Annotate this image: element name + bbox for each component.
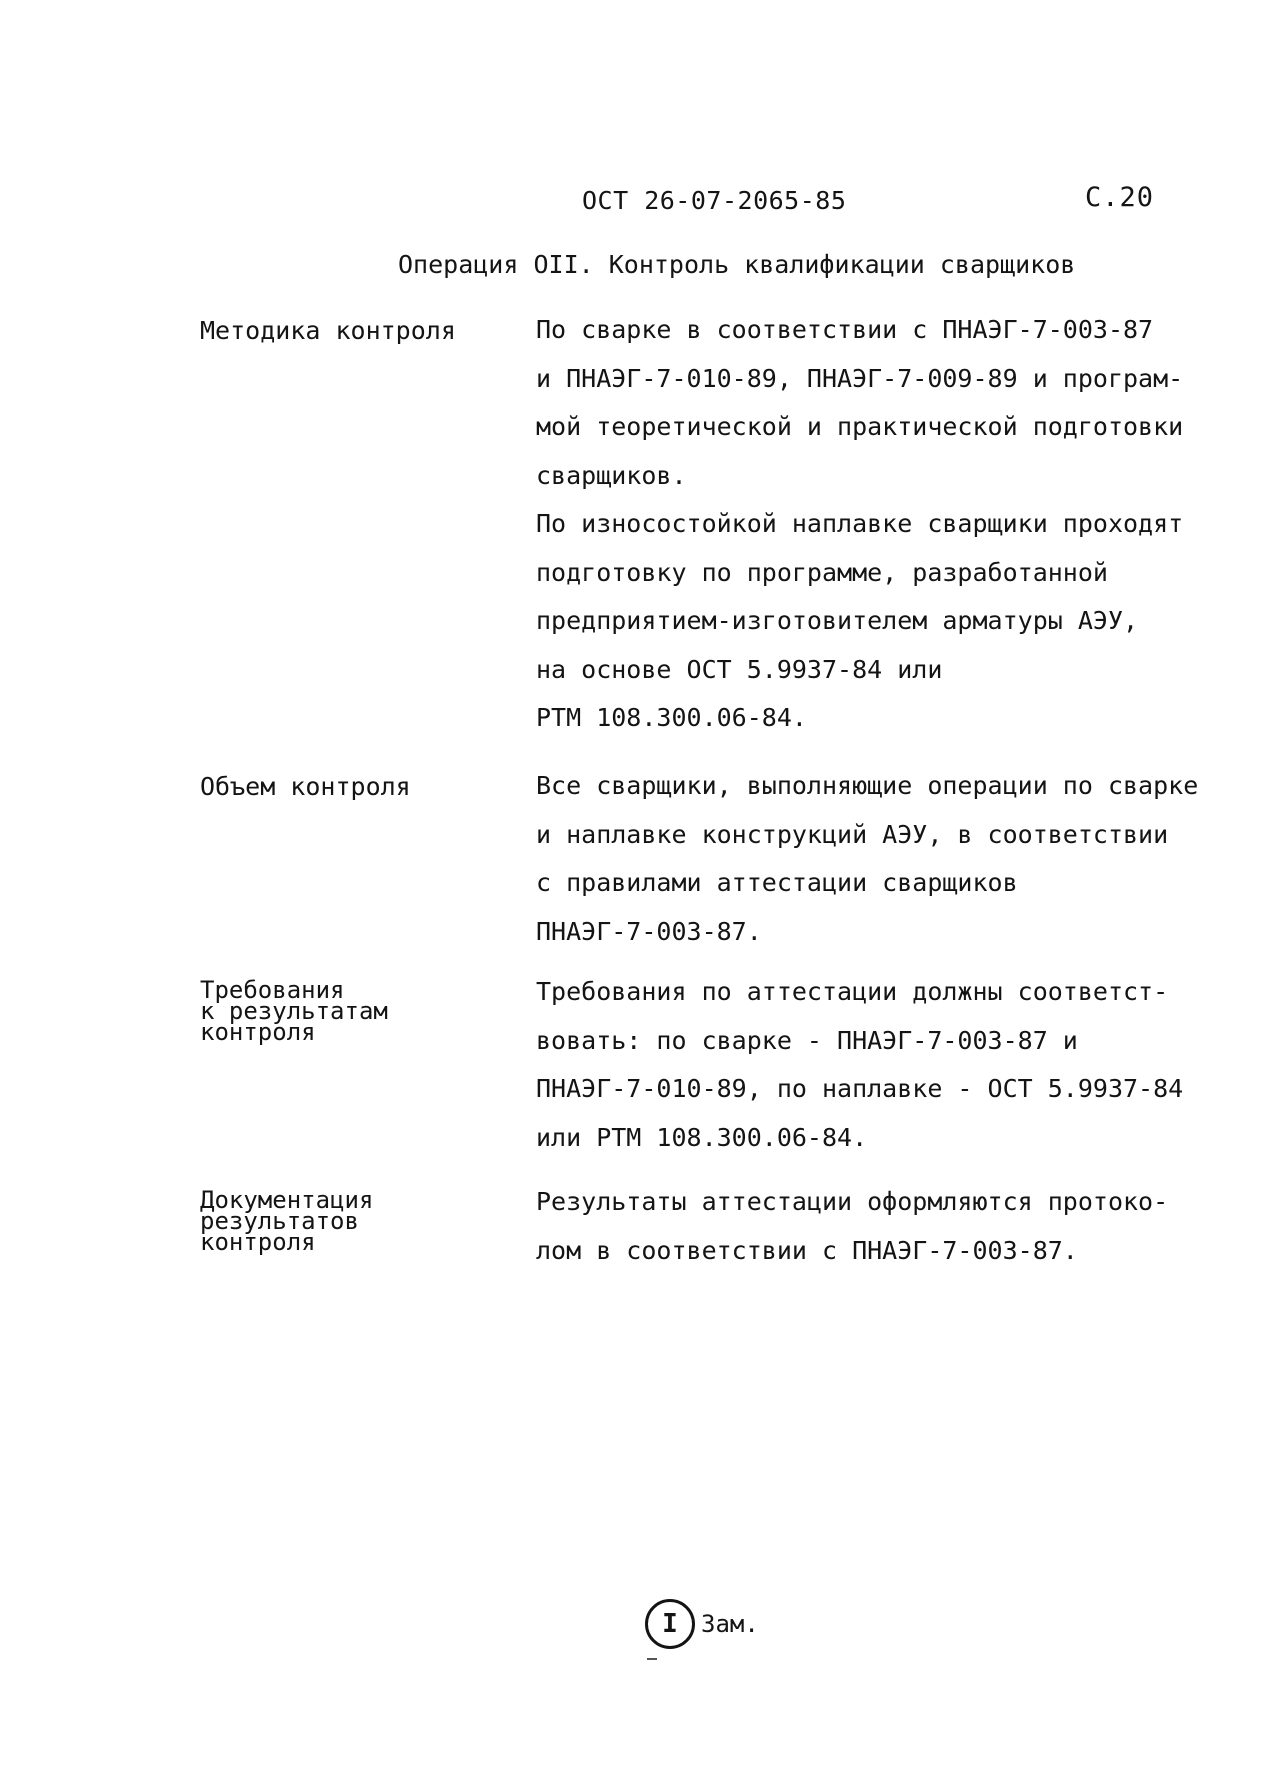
label-line: контроля [200, 1228, 316, 1256]
revision-mark [645, 1596, 759, 1652]
section-label-documentation [200, 1186, 374, 1256]
body-line: или РТМ 108.300.06-84. [536, 1122, 868, 1152]
label-line: Документация [200, 1186, 374, 1214]
revision-number: I [662, 1609, 678, 1639]
revision-circle [645, 1599, 695, 1649]
section-body-requirements [536, 968, 1236, 1162]
body-line: и ПНАЭГ-7-010-89, ПНАЭГ-7-009-89 и програм- [536, 363, 1184, 393]
body-line: По износостойкой наплавке сварщики проходят [536, 509, 1184, 538]
label-line: Методика контроля [200, 316, 456, 345]
section-label-method [200, 316, 456, 346]
body-line: лом в соответствии с ПНАЭГ-7-003-87. [536, 1235, 1078, 1265]
body-line: и наплавке конструкций АЭУ, в соответствии [536, 819, 1169, 849]
body-line: Все сварщики, выполняющие операции по сварке [536, 771, 1199, 800]
body-line: Требования по аттестации должны соответст- [536, 977, 1169, 1006]
body-line: вовать: по сварке - ПНАЭГ-7-003-87 и [536, 1025, 1078, 1055]
label-line: результатов [200, 1207, 359, 1235]
body-line: мой теоретической и практической подготовки [536, 412, 1184, 441]
label-line: к результатам [200, 997, 388, 1025]
body-line: на основе ОСТ 5.9937-84 или [536, 654, 943, 684]
body-line: ПНАЭГ-7-003-87. [536, 916, 762, 946]
body-line: РТМ 108.300.06-84. [536, 703, 807, 732]
section-label-requirements [200, 976, 388, 1046]
body-line: с правилами аттестации сварщиков [536, 868, 1018, 897]
body-line: предприятием-изготовителем арматуры АЭУ, [536, 606, 1139, 635]
footer-dash [647, 1658, 657, 1660]
revision-word: Зам. [701, 1610, 759, 1638]
document-code: ОСТ 26-07-2065-85 [582, 186, 847, 215]
section-label-scope [200, 772, 411, 802]
label-line: Объем контроля [200, 772, 411, 801]
label-line: контроля [200, 1018, 316, 1046]
body-line: Результаты аттестации оформляются протоко- [536, 1187, 1169, 1216]
section-body-scope [536, 762, 1236, 956]
body-line: ПНАЭГ-7-010-89, по наплавке - ОСТ 5.9937-84 [536, 1074, 1184, 1103]
label-line: Требования [200, 976, 345, 1004]
body-line: подготовку по программе, разработанной [536, 557, 1108, 587]
body-line: сварщиков. [536, 460, 687, 490]
section-body-documentation [536, 1178, 1236, 1275]
section-body-method [536, 306, 1236, 743]
body-line: По сварке в соответствии с ПНАЭГ-7-003-87 [536, 315, 1154, 344]
operation-title: Операция OII. Контроль квалификации сварщиков [398, 250, 1076, 279]
page-number: С.20 [1085, 182, 1155, 213]
